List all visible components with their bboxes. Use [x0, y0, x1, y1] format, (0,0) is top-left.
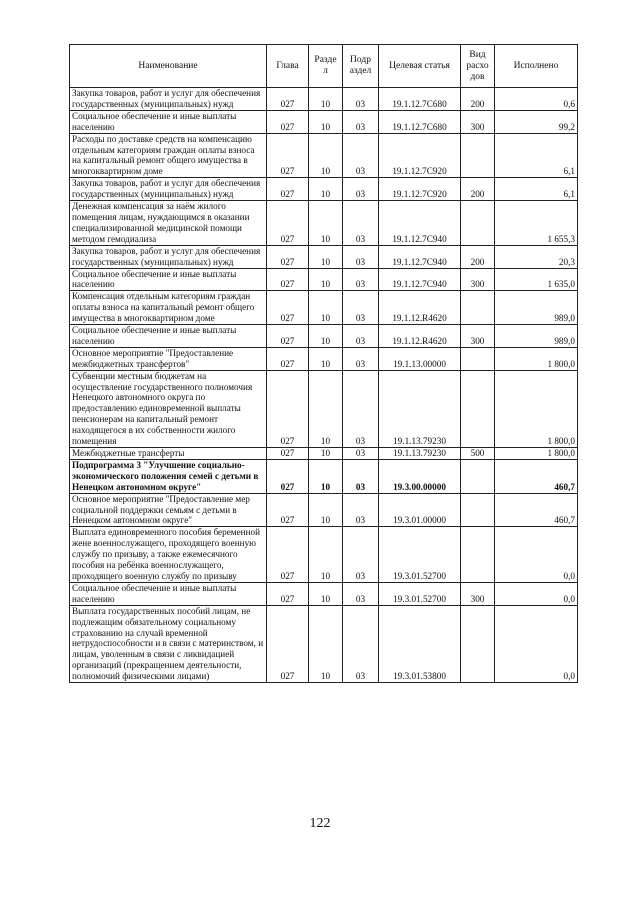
- cell-razdel: 10: [309, 88, 343, 111]
- cell-ispolneno: 0,0: [495, 605, 578, 682]
- cell-ispolneno: 1 800,0: [495, 448, 578, 460]
- cell-ispolneno: 460,7: [495, 493, 578, 527]
- cell-podrazdel: 03: [343, 370, 379, 447]
- table-row: [70, 347, 578, 370]
- cell-razdel: 10: [309, 493, 343, 527]
- cell-vid-raskhodov: 300: [461, 110, 495, 133]
- cell-razdel: 10: [309, 605, 343, 682]
- header-podrazdel: Подр аздел: [343, 45, 379, 88]
- table-row: [70, 88, 578, 111]
- cell-vid-raskhodov: 200: [461, 245, 495, 268]
- cell-razdel: 10: [309, 325, 343, 348]
- cell-glava: 027: [267, 605, 309, 682]
- table-body: [70, 88, 578, 683]
- table-row: [70, 201, 578, 246]
- cell-vid-raskhodov: [461, 201, 495, 246]
- table-row: [70, 370, 578, 447]
- cell-ispolneno: 989,0: [495, 291, 578, 325]
- cell-glava: 027: [267, 133, 309, 178]
- cell-glava: 027: [267, 325, 309, 348]
- cell-name: Социальное обеспечение и иные выплаты населению: [70, 582, 267, 605]
- cell-razdel: 10: [309, 291, 343, 325]
- cell-glava: 027: [267, 88, 309, 111]
- table-row: [70, 325, 578, 348]
- cell-vid-raskhodov: [461, 605, 495, 682]
- cell-celevaya-statya: 19.3.01.00000: [379, 493, 461, 527]
- table-row: [70, 291, 578, 325]
- cell-name: Подпрограмма 3 "Улучшение социально-экономического положения семей с детьми в Ненецком автономном округе": [70, 459, 267, 493]
- cell-name: Основное мероприятие "Предоставление межбюджетных трансфертов": [70, 347, 267, 370]
- cell-glava: 027: [267, 370, 309, 447]
- cell-glava: 027: [267, 582, 309, 605]
- cell-celevaya-statya: 19.1.13.00000: [379, 347, 461, 370]
- cell-podrazdel: 03: [343, 582, 379, 605]
- cell-ispolneno: 1 655,3: [495, 201, 578, 246]
- cell-ispolneno: 1 800,0: [495, 370, 578, 447]
- cell-glava: 027: [267, 201, 309, 246]
- header-vid-raskhodov: Вид расхо дов: [461, 45, 495, 88]
- cell-name: Выплата единовременного пособия беременной жене военнослужащего, проходящего военную службу по призыву, а также ежемесячного пособия на ребёнка военнослужащего, проходящего военную службу по призыву: [70, 527, 267, 583]
- cell-podrazdel: 03: [343, 268, 379, 291]
- cell-podrazdel: 03: [343, 133, 379, 178]
- header-name: Наименование: [70, 45, 267, 88]
- cell-ispolneno: 0,0: [495, 582, 578, 605]
- cell-razdel: 10: [309, 110, 343, 133]
- cell-razdel: 10: [309, 582, 343, 605]
- table-row: [70, 448, 578, 460]
- cell-ispolneno: 6,1: [495, 133, 578, 178]
- cell-name: Закупка товаров, работ и услуг для обеспечения государственных (муниципальных) нужд: [70, 178, 267, 201]
- table-header-row: [70, 45, 578, 88]
- cell-vid-raskhodov: [461, 459, 495, 493]
- table-row: [70, 245, 578, 268]
- cell-podrazdel: 03: [343, 88, 379, 111]
- cell-vid-raskhodov: 200: [461, 88, 495, 111]
- cell-podrazdel: 03: [343, 527, 379, 583]
- cell-ispolneno: 1 635,0: [495, 268, 578, 291]
- header-glava: Глава: [267, 45, 309, 88]
- cell-vid-raskhodov: 500: [461, 448, 495, 460]
- header-ispolneno: Исполнено: [495, 45, 578, 88]
- cell-vid-raskhodov: [461, 527, 495, 583]
- cell-podrazdel: 03: [343, 493, 379, 527]
- cell-name: Субвенции местным бюджетам на осуществление государственного полномочия Ненецкого автономного округа по предоставлению единовременной выплаты пенсионерам на капитальный ремонт находящегося в их собственности жилого помещения: [70, 370, 267, 447]
- cell-ispolneno: 0,6: [495, 88, 578, 111]
- cell-celevaya-statya: 19.1.12.7С680: [379, 88, 461, 111]
- cell-podrazdel: 03: [343, 347, 379, 370]
- cell-podrazdel: 03: [343, 459, 379, 493]
- cell-celevaya-statya: 19.1.12.7С940: [379, 245, 461, 268]
- cell-glava: 027: [267, 448, 309, 460]
- header-razdel: Разде л: [309, 45, 343, 88]
- cell-celevaya-statya: 19.1.13.79230: [379, 370, 461, 447]
- cell-glava: 027: [267, 493, 309, 527]
- cell-razdel: 10: [309, 133, 343, 178]
- cell-podrazdel: 03: [343, 245, 379, 268]
- cell-name: Социальное обеспечение и иные выплаты населению: [70, 325, 267, 348]
- cell-name: Межбюджетные трансферты: [70, 448, 267, 460]
- table-row: [70, 133, 578, 178]
- cell-razdel: 10: [309, 459, 343, 493]
- cell-celevaya-statya: 19.3.01.53800: [379, 605, 461, 682]
- cell-glava: 027: [267, 291, 309, 325]
- cell-celevaya-statya: 19.1.12.7С920: [379, 133, 461, 178]
- table-row: [70, 110, 578, 133]
- cell-name: Социальное обеспечение и иные выплаты населению: [70, 268, 267, 291]
- cell-podrazdel: 03: [343, 291, 379, 325]
- cell-name: Выплата государственных пособий лицам, не подлежащим обязательному социальному страхованию на случай временной нетрудоспособности и в связи с материнством, и лицам, уволенным в связи с ликвидацией организаций (прекращением деятельности, полномочий физическими лицами): [70, 605, 267, 682]
- cell-ispolneno: 0,0: [495, 527, 578, 583]
- cell-celevaya-statya: 19.1.12.7С920: [379, 178, 461, 201]
- cell-name: Денежная компенсация за наём жилого помещения лицам, нуждающимся в оказании специализированной медицинской помощи методом гемодиализа: [70, 201, 267, 246]
- cell-razdel: 10: [309, 178, 343, 201]
- cell-celevaya-statya: 19.1.12.7С680: [379, 110, 461, 133]
- cell-name: Основное мероприятие "Предоставление мер социальной поддержки семьям с детьми в Ненецком автономном округе": [70, 493, 267, 527]
- cell-ispolneno: 1 800,0: [495, 347, 578, 370]
- table-row: [70, 605, 578, 682]
- cell-ispolneno: 989,0: [495, 325, 578, 348]
- cell-name: Закупка товаров, работ и услуг для обеспечения государственных (муниципальных) нужд: [70, 88, 267, 111]
- cell-celevaya-statya: 19.1.12.7С940: [379, 268, 461, 291]
- table-row: [70, 459, 578, 493]
- cell-podrazdel: 03: [343, 448, 379, 460]
- cell-vid-raskhodov: 300: [461, 268, 495, 291]
- cell-name: Социальное обеспечение и иные выплаты населению: [70, 110, 267, 133]
- cell-name: Закупка товаров, работ и услуг для обеспечения государственных (муниципальных) нужд: [70, 245, 267, 268]
- cell-razdel: 10: [309, 448, 343, 460]
- cell-celevaya-statya: 19.3.01.52700: [379, 582, 461, 605]
- cell-ispolneno: 20,3: [495, 245, 578, 268]
- cell-celevaya-statya: 19.3.00.00000: [379, 459, 461, 493]
- cell-vid-raskhodov: [461, 370, 495, 447]
- cell-vid-raskhodov: [461, 347, 495, 370]
- cell-razdel: 10: [309, 245, 343, 268]
- cell-razdel: 10: [309, 370, 343, 447]
- cell-celevaya-statya: 19.1.13.79230: [379, 448, 461, 460]
- cell-glava: 027: [267, 527, 309, 583]
- cell-ispolneno: 6,1: [495, 178, 578, 201]
- cell-glava: 027: [267, 347, 309, 370]
- cell-podrazdel: 03: [343, 605, 379, 682]
- cell-podrazdel: 03: [343, 325, 379, 348]
- table-row: [70, 527, 578, 583]
- cell-razdel: 10: [309, 527, 343, 583]
- cell-podrazdel: 03: [343, 201, 379, 246]
- cell-name: Расходы по доставке средств на компенсацию отдельным категориям граждан оплаты взноса на капитальный ремонт общего имущества в многоквартирном доме: [70, 133, 267, 178]
- cell-razdel: 10: [309, 201, 343, 246]
- cell-razdel: 10: [309, 347, 343, 370]
- cell-ispolneno: 460,7: [495, 459, 578, 493]
- budget-table: [69, 44, 578, 683]
- cell-vid-raskhodov: [461, 493, 495, 527]
- table-row: [70, 582, 578, 605]
- cell-razdel: 10: [309, 268, 343, 291]
- cell-glava: 027: [267, 245, 309, 268]
- table-row: [70, 268, 578, 291]
- table-row: [70, 493, 578, 527]
- cell-vid-raskhodov: [461, 133, 495, 178]
- cell-celevaya-statya: 19.1.12.7С940: [379, 201, 461, 246]
- cell-vid-raskhodov: 300: [461, 582, 495, 605]
- cell-ispolneno: 99,2: [495, 110, 578, 133]
- cell-vid-raskhodov: [461, 291, 495, 325]
- cell-celevaya-statya: 19.3.01.52700: [379, 527, 461, 583]
- cell-name: Компенсация отдельным категориям граждан оплаты взноса на капитальный ремонт общего имущества в многоквартирном доме: [70, 291, 267, 325]
- header-celevaya-statya: Целевая статья: [379, 45, 461, 88]
- cell-vid-raskhodov: 300: [461, 325, 495, 348]
- cell-celevaya-statya: 19.1.12.R4620: [379, 291, 461, 325]
- cell-glava: 027: [267, 110, 309, 133]
- cell-podrazdel: 03: [343, 110, 379, 133]
- page-number: 122: [309, 816, 331, 831]
- cell-glava: 027: [267, 268, 309, 291]
- cell-celevaya-statya: 19.1.12.R4620: [379, 325, 461, 348]
- cell-glava: 027: [267, 178, 309, 201]
- cell-glava: 027: [267, 459, 309, 493]
- table-row: [70, 178, 578, 201]
- cell-vid-raskhodov: 200: [461, 178, 495, 201]
- cell-podrazdel: 03: [343, 178, 379, 201]
